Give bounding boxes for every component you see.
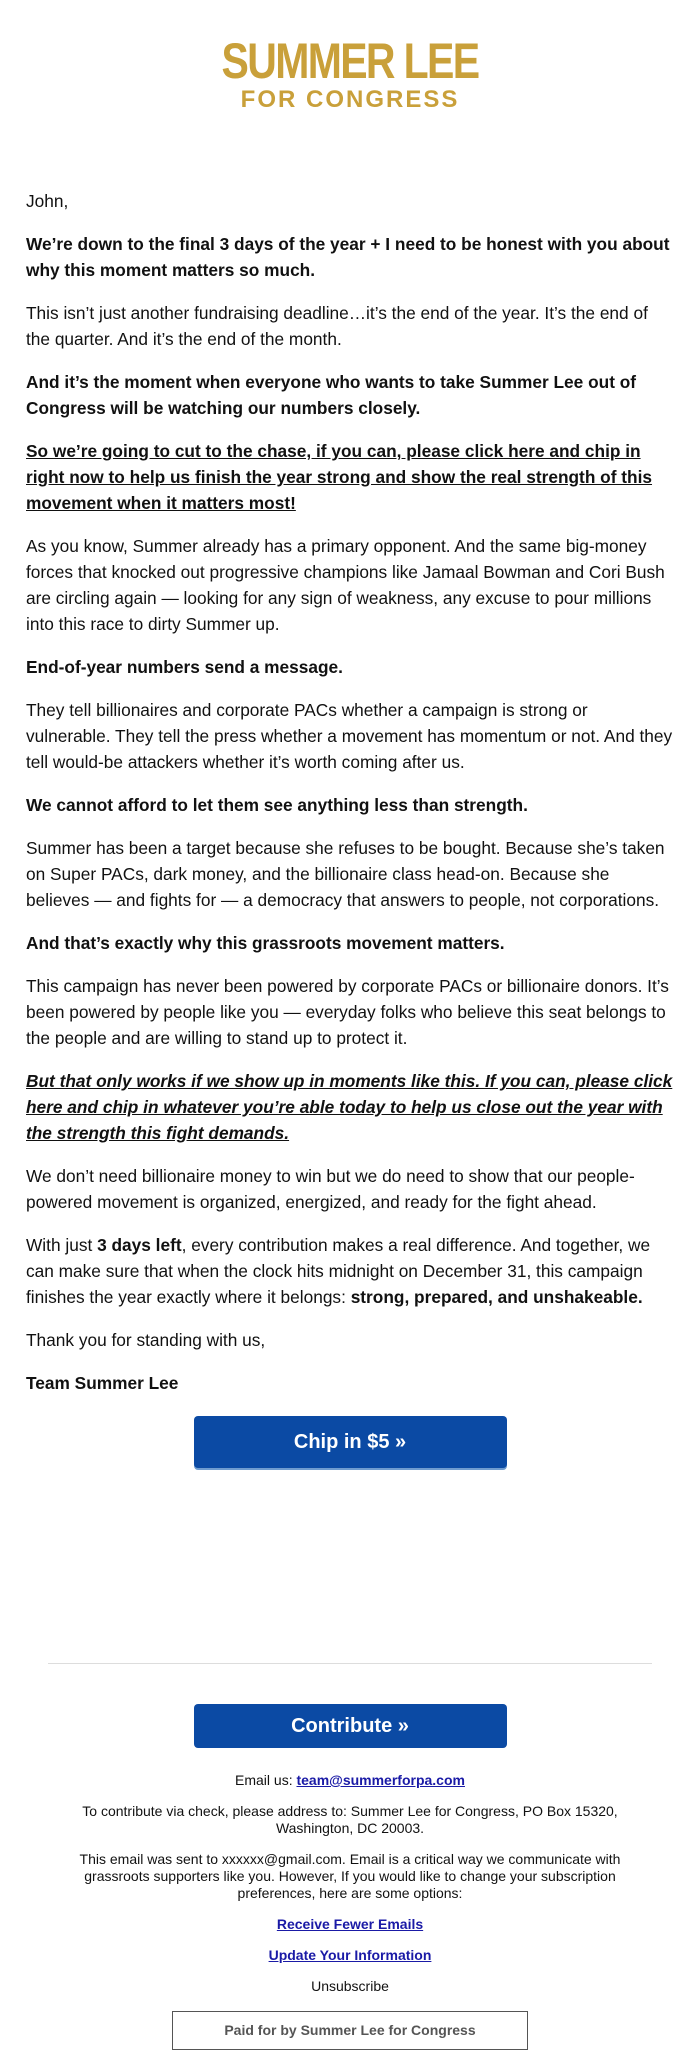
email-body [0,112,700,1468]
days-left-highlight: 3 days left [97,1235,182,1255]
paragraph-opponent: As you know, Summer already has a primary opponent. And the same big-money forces that knocked out progressive champions like Jamaal Bowman and Cori Bush are circling again — looking for any sign of weakness, any excuse to pour millions into this race to dirty Summer up. [26,536,665,634]
paragraph-deadline: This isn’t just another fundraising deadline…it’s the end of the year. It’s the end of the quarter. And it’s the end of the month. [26,303,648,349]
footer [0,1664,700,2050]
logo-subtitle: FOR CONGRESS [240,86,460,113]
email-line [0,1772,700,1789]
signature: Team Summer Lee [26,1373,179,1393]
days-left-text-b: , every contribution makes a real difference. And together, we can make sure that when the clock hits midnight on December 31, this campaign finishes the year exactly where it belongs: [26,1235,651,1307]
greeting: John, [26,191,69,211]
paragraph-people-powered: We don’t need billionaire money to win but we do need to show that our people-powered movement is organized, energized, and ready for the fight ahead. [26,1166,635,1212]
paragraph-grassroots-heading: And that’s exactly why this grassroots movement matters. [26,933,505,953]
paragraph-numbers-heading: End-of-year numbers send a message. [26,657,343,677]
paid-for-disclaimer: Paid for by Summer Lee for Congress [172,2011,528,2050]
paragraph-intro: We’re down to the final 3 days of the year + I need to be honest with you about why this moment matters so much. [26,234,670,280]
chip-in-button[interactable]: Chip in $5 » [194,1416,507,1468]
days-left-closing: strong, prepared, and unshakeable. [350,1287,643,1307]
paragraph-target: Summer has been a target because she refuses to be bought. Because she’s taken on Super PACs, dark money, and the billionaire class head-on. Because she believes — and fights for — a democracy that answers to people, not corporations. [26,838,665,910]
thank-you-line: Thank you for standing with us, [26,1330,266,1350]
campaign-logo [0,0,700,112]
paragraph-powered: This campaign has never been powered by corporate PACs or billionaire donors. It’s been powered by people like you — everyday folks who believe this seat belongs to the people and are willing to stand up to protect it. [26,976,669,1048]
check-address: To contribute via check, please address to: Summer Lee for Congress, PO Box 15320, Washington, DC 20003. [82,1803,618,1836]
update-information-link[interactable]: Update Your Information [268,1947,432,1963]
contribute-button[interactable]: Contribute » [194,1704,507,1748]
unsubscribe-link[interactable]: Unsubscribe [311,1978,389,1994]
paragraph-strength-heading: We cannot afford to let them see anything less than strength. [26,795,528,815]
paragraph-days-left [26,1232,674,1310]
donate-link-primary[interactable]: So we’re going to cut to the chase, if you can, please click here and chip in right now to help us finish the year strong and show the real strength of this movement when it matters most! [26,441,653,513]
sent-notice: This email was sent to xxxxxx@gmail.com. Email is a critical way we communicate with grassroots supporters like you. However, If you would like to change your subscription preferences, here are some options: [79,1851,621,1901]
days-left-text-a: With just [26,1235,98,1255]
paragraph-billionaires: They tell billionaires and corporate PACs whether a campaign is strong or vulnerable. They tell the press whether a movement has momentum or not. And they tell would-be attackers whether it’s worth coming after us. [26,700,673,772]
email-prefix: Email us: [235,1772,297,1788]
email-link[interactable]: team@summerforpa.com [296,1772,465,1788]
logo-name: SUMMER LEE [221,33,479,89]
paragraph-watching: And it’s the moment when everyone who wants to take Summer Lee out of Congress will be watching our numbers closely. [26,372,637,418]
donate-link-secondary[interactable]: But that only works if we show up in moments like this. If you can, please click here and chip in whatever you’re able today to help us close out the year with the strength this fight demands. [26,1071,673,1143]
receive-fewer-emails-link[interactable]: Receive Fewer Emails [276,1916,424,1932]
